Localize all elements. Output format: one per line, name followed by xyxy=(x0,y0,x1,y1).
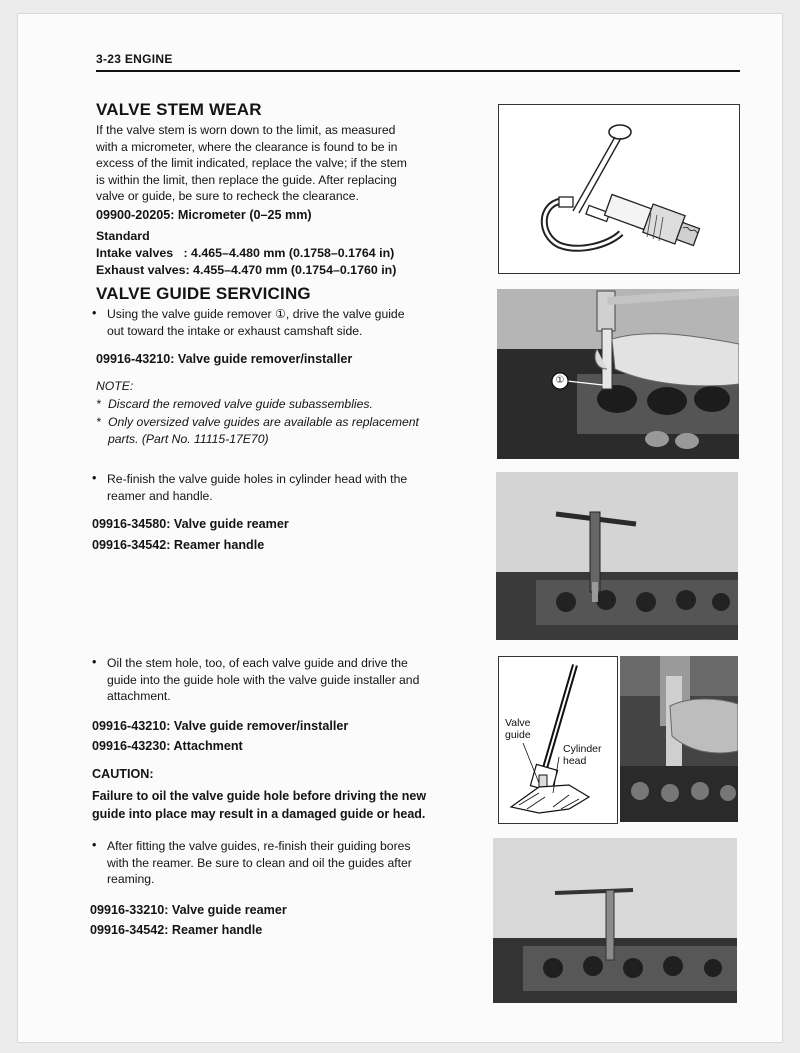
note-asterisk: * xyxy=(96,397,101,411)
exhaust-spec: Exhaust valves: 4.455–4.470 mm (0.1754–0.1760 in) xyxy=(96,263,397,277)
bullet-icon: • xyxy=(92,471,97,485)
tool-attachment: 09916-43230: Attachment xyxy=(92,739,243,753)
photo-guide-removal-image xyxy=(497,289,739,459)
photo-finish-reaming xyxy=(493,838,737,1003)
text-line: guide into the guide hole with the valve guide installer and xyxy=(107,672,420,687)
diagram-label-cylinder-head xyxy=(563,743,602,767)
caution-title: CAUTION: xyxy=(92,767,154,781)
text-line: with the reamer. Be sure to clean and oil the guides after xyxy=(107,855,412,870)
step4-text xyxy=(107,838,487,888)
callout-1-label: ① xyxy=(555,375,565,386)
tool-reamer: 09916-34580: Valve guide reamer xyxy=(92,517,289,531)
label-line: Cylinder xyxy=(563,743,602,755)
photo-guide-removal xyxy=(497,289,739,459)
label-line: Valve xyxy=(505,717,531,729)
section1-paragraph xyxy=(96,122,486,205)
photo-guide-install-image xyxy=(620,656,738,822)
text-line: Re-finish the valve guide holes in cylinder head with the xyxy=(107,472,408,486)
note-title: NOTE: xyxy=(96,379,134,393)
text-line: excess of the limit indicated, replace the valve; if the stem xyxy=(96,156,407,171)
micrometer-icon xyxy=(499,105,739,273)
note-item xyxy=(96,431,496,449)
tool-reamer-handle: 09916-34542: Reamer handle xyxy=(90,923,263,937)
note-text: parts. (Part No. 11115-17E70) xyxy=(108,432,269,446)
text-line: After fitting the valve guides, re-finish their guiding bores xyxy=(107,839,411,853)
step2-text xyxy=(107,471,487,504)
standard-label: Standard xyxy=(96,229,150,243)
tool-remover-installer: 09916-43210: Valve guide remover/installer xyxy=(96,352,353,366)
note-text: Only oversized valve guides are available as replacement xyxy=(108,414,419,429)
tool-remover-installer: 09916-43210: Valve guide remover/installer xyxy=(92,719,349,733)
note-list xyxy=(96,396,496,449)
bullet-icon: • xyxy=(92,655,97,669)
tool-reamer: 09916-33210: Valve guide reamer xyxy=(90,903,287,917)
text-line: is within the limit, then replace the guide. After replacing xyxy=(96,172,397,187)
page-header-title: 3-23 ENGINE xyxy=(96,52,173,66)
text-line: out toward the intake or exhaust camshaft side. xyxy=(107,323,363,338)
note-asterisk: * xyxy=(96,414,101,429)
page-header xyxy=(96,50,740,72)
text-line: reaming. xyxy=(107,872,155,887)
diagram-label-valve-guide xyxy=(505,717,531,741)
bullet-icon: • xyxy=(92,306,97,320)
caution-text xyxy=(92,787,426,823)
text-line: valve or guide, be sure to recheck the clearance. xyxy=(96,189,359,204)
photo-guide-install xyxy=(620,656,738,822)
section-heading-valve-stem-wear: VALVE STEM WEAR xyxy=(96,100,262,119)
text-line: attachment. xyxy=(107,689,171,704)
section-heading-valve-guide-servicing: VALVE GUIDE SERVICING xyxy=(96,284,311,303)
text-line: Using the valve guide remover ①, drive the valve guide xyxy=(107,307,405,321)
text-line: reamer and handle. xyxy=(107,488,213,503)
note-item xyxy=(96,414,496,432)
photo-reaming-image xyxy=(496,472,738,640)
note-text: Discard the removed valve guide subassemblies. xyxy=(108,397,373,411)
label-line: guide xyxy=(505,729,531,741)
photo-finish-reaming-image xyxy=(493,838,737,1003)
text-line: guide into place may result in a damaged guide or head. xyxy=(92,807,426,821)
diagram-guide-install xyxy=(498,656,618,824)
tool-reamer-handle: 09916-34542: Reamer handle xyxy=(92,538,265,552)
bullet-icon: • xyxy=(92,838,97,852)
step1-text xyxy=(107,306,487,339)
label-line: head xyxy=(563,755,587,767)
tool-micrometer: 09900-20205: Micrometer (0–25 mm) xyxy=(96,208,312,222)
micrometer-figure xyxy=(498,104,740,274)
text-line: with a micrometer, where the clearance is found to be in xyxy=(96,139,398,154)
step3-text xyxy=(107,655,487,705)
photo-reaming xyxy=(496,472,738,640)
intake-spec: Intake valves : 4.465–4.480 mm (0.1758–0.1764 in) xyxy=(96,246,395,260)
text-line: Oil the stem hole, too, of each valve guide and drive the xyxy=(107,656,408,670)
text-line: Failure to oil the valve guide hole before driving the new xyxy=(92,789,427,803)
text-line: If the valve stem is worn down to the limit, as measured xyxy=(96,123,396,137)
note-item xyxy=(96,396,496,414)
